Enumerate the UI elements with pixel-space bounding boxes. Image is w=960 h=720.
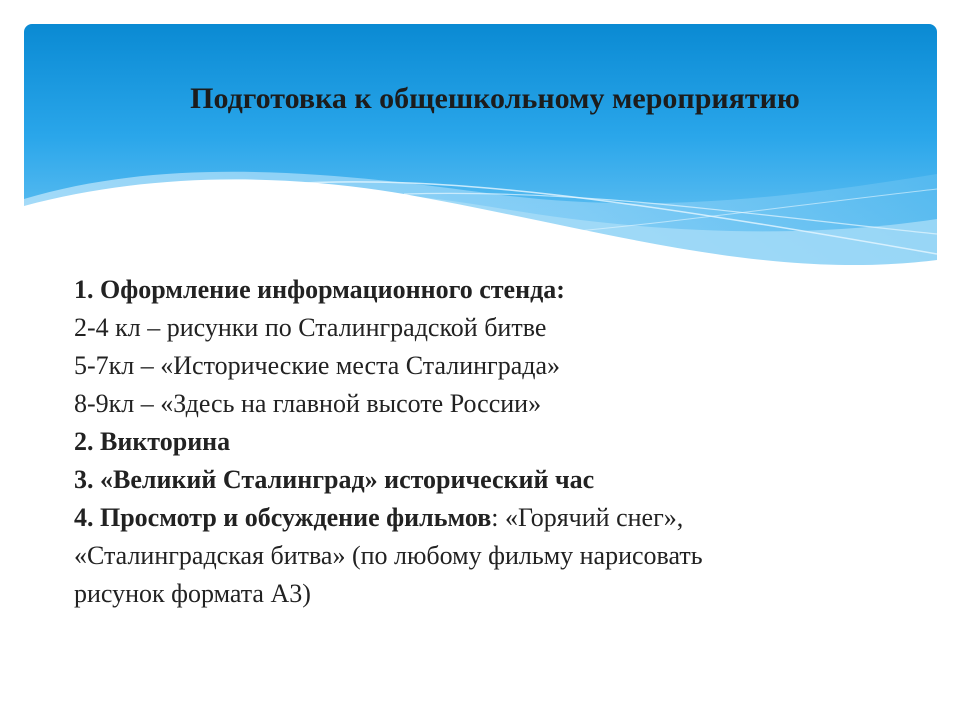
quiz-item: 2. Викторина (74, 427, 231, 456)
stand-heading: 1. Оформление информационного стенда: (74, 275, 565, 304)
films-text-first: : «Горячий снег», (491, 503, 684, 532)
stand-line-grades-2-4: 2-4 кл – рисунки по Сталинградской битве (74, 313, 547, 342)
films-text-second: «Сталинградская битва» (по любому фильму нарисовать (74, 541, 703, 570)
stand-line-grades-5-7: 5-7кл – «Исторические места Сталинграда» (74, 351, 561, 380)
films-item (74, 499, 914, 537)
header-wave-background (24, 24, 937, 274)
stand-line-grades-8-9: 8-9кл – «Здесь на главной высоте России» (74, 389, 542, 418)
films-heading: 4. Просмотр и обсуждение фильмов (74, 503, 492, 532)
wave-graphic (24, 24, 937, 274)
history-hour-item: 3. «Великий Сталинград» исторический час (74, 465, 595, 494)
slide-body (74, 271, 914, 613)
slide-title: Подготовка к общешкольному мероприятию (190, 82, 800, 115)
films-text-third: рисунок формата А3) (74, 579, 311, 608)
